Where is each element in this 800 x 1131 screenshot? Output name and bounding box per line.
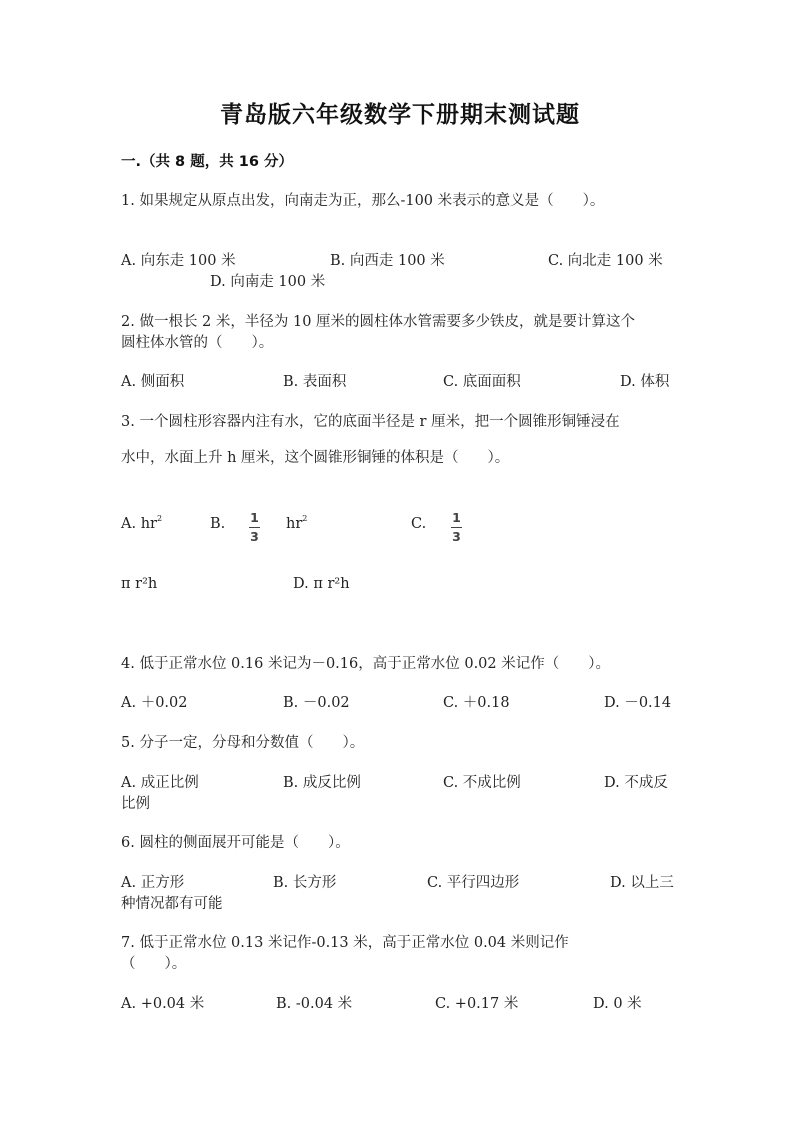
- question-3-option-c-tail: π r²h: [121, 576, 158, 592]
- question-6-option-b[interactable]: B. 长方形: [273, 875, 337, 891]
- question-7-option-a[interactable]: A. +0.04 米: [121, 996, 205, 1012]
- question-7-option-c[interactable]: C. +0.17 米: [435, 996, 519, 1012]
- question-4-option-d[interactable]: D. －0.14: [604, 695, 672, 711]
- question-5-option-d[interactable]: D. 不成反: [604, 775, 668, 791]
- fraction-denominator: 3: [452, 529, 461, 544]
- question-7-line-2: （ ）。: [121, 956, 187, 972]
- question-6-option-a[interactable]: A. 正方形: [121, 875, 185, 891]
- question-6-option-d-wrap: 种情况都有可能: [121, 896, 223, 912]
- fraction-one-third: [249, 511, 260, 544]
- question-2-line-1: 2. 做一根长 2 米，半径为 10 厘米的圆柱体水管需要多少铁皮，就是要计算这个: [121, 314, 636, 330]
- page-title: 青岛版六年级数学下册期末测试题: [220, 102, 580, 128]
- fraction-bar: [451, 527, 462, 528]
- fraction-bar: [249, 527, 260, 528]
- fraction-numerator: 1: [250, 510, 259, 525]
- exponent: 2: [302, 514, 308, 523]
- fraction-denominator: 3: [250, 529, 259, 544]
- question-6-text: 6. 圆柱的侧面展开可能是（ ）。: [121, 835, 350, 851]
- question-2-option-b[interactable]: B. 表面积: [283, 374, 347, 390]
- option-a-label: A. hr: [121, 516, 157, 532]
- question-1-option-c[interactable]: C. 向北走 100 米: [548, 253, 663, 269]
- question-3-option-c-label[interactable]: C.: [411, 516, 427, 532]
- question-6-option-d[interactable]: D. 以上三: [610, 875, 674, 891]
- option-b-expression: hr: [286, 516, 303, 532]
- question-4-option-b[interactable]: B. －0.02: [283, 695, 350, 711]
- question-2-option-c[interactable]: C. 底面面积: [443, 374, 521, 390]
- section-heading: 一.（共 8 题，共 16 分）: [121, 154, 293, 170]
- question-3-option-a[interactable]: [121, 516, 162, 532]
- question-1-option-d[interactable]: D. 向南走 100 米: [210, 274, 326, 290]
- question-5-text: 5. 分子一定，分母和分数值（ ）。: [121, 735, 365, 751]
- question-2-option-a[interactable]: A. 侧面积: [121, 374, 185, 390]
- question-5-option-a[interactable]: A. 成正比例: [121, 775, 199, 791]
- question-1-text: 1. 如果规定从原点出发，向南走为正，那么-100 米表示的意义是（ ）。: [121, 193, 605, 209]
- question-6-option-c[interactable]: C. 平行四边形: [427, 875, 520, 891]
- fraction-numerator: 1: [452, 510, 461, 525]
- question-1-option-a[interactable]: A. 向东走 100 米: [121, 253, 236, 269]
- question-5-option-d-wrap: 比例: [121, 796, 150, 812]
- question-2-option-d[interactable]: D. 体积: [620, 374, 670, 390]
- question-5-option-c[interactable]: C. 不成比例: [443, 775, 521, 791]
- question-4-option-a[interactable]: A. ＋0.02: [121, 695, 188, 711]
- question-7-option-d[interactable]: D. 0 米: [593, 996, 642, 1012]
- question-3-line-1: 3. 一个圆柱形容器内注有水，它的底面半径是 r 厘米，把一个圆锥形铜锤浸在: [121, 414, 620, 430]
- question-3-line-2: 水中，水面上升 h 厘米，这个圆锥形铜锤的体积是（ ）。: [121, 450, 510, 466]
- question-3-option-d[interactable]: D. π r²h: [293, 576, 350, 592]
- question-1-option-b[interactable]: B. 向西走 100 米: [330, 253, 445, 269]
- question-2-line-2: 圆柱体水管的（ ）。: [121, 335, 274, 351]
- question-7-line-1: 7. 低于正常水位 0.13 米记作-0.13 米，高于正常水位 0.04 米则记作: [121, 935, 569, 951]
- question-3-option-b-label[interactable]: B.: [210, 516, 226, 532]
- fraction-one-third: [451, 511, 462, 544]
- question-3-option-b-tail: [286, 516, 307, 532]
- exponent: 2: [156, 514, 163, 523]
- question-4-text: 4. 低于正常水位 0.16 米记为－0.16，高于正常水位 0.02 米记作（ ）。: [121, 656, 610, 672]
- question-7-option-b[interactable]: B. -0.04 米: [276, 996, 353, 1012]
- question-4-option-c[interactable]: C. ＋0.18: [443, 695, 510, 711]
- question-5-option-b[interactable]: B. 成反比例: [283, 775, 361, 791]
